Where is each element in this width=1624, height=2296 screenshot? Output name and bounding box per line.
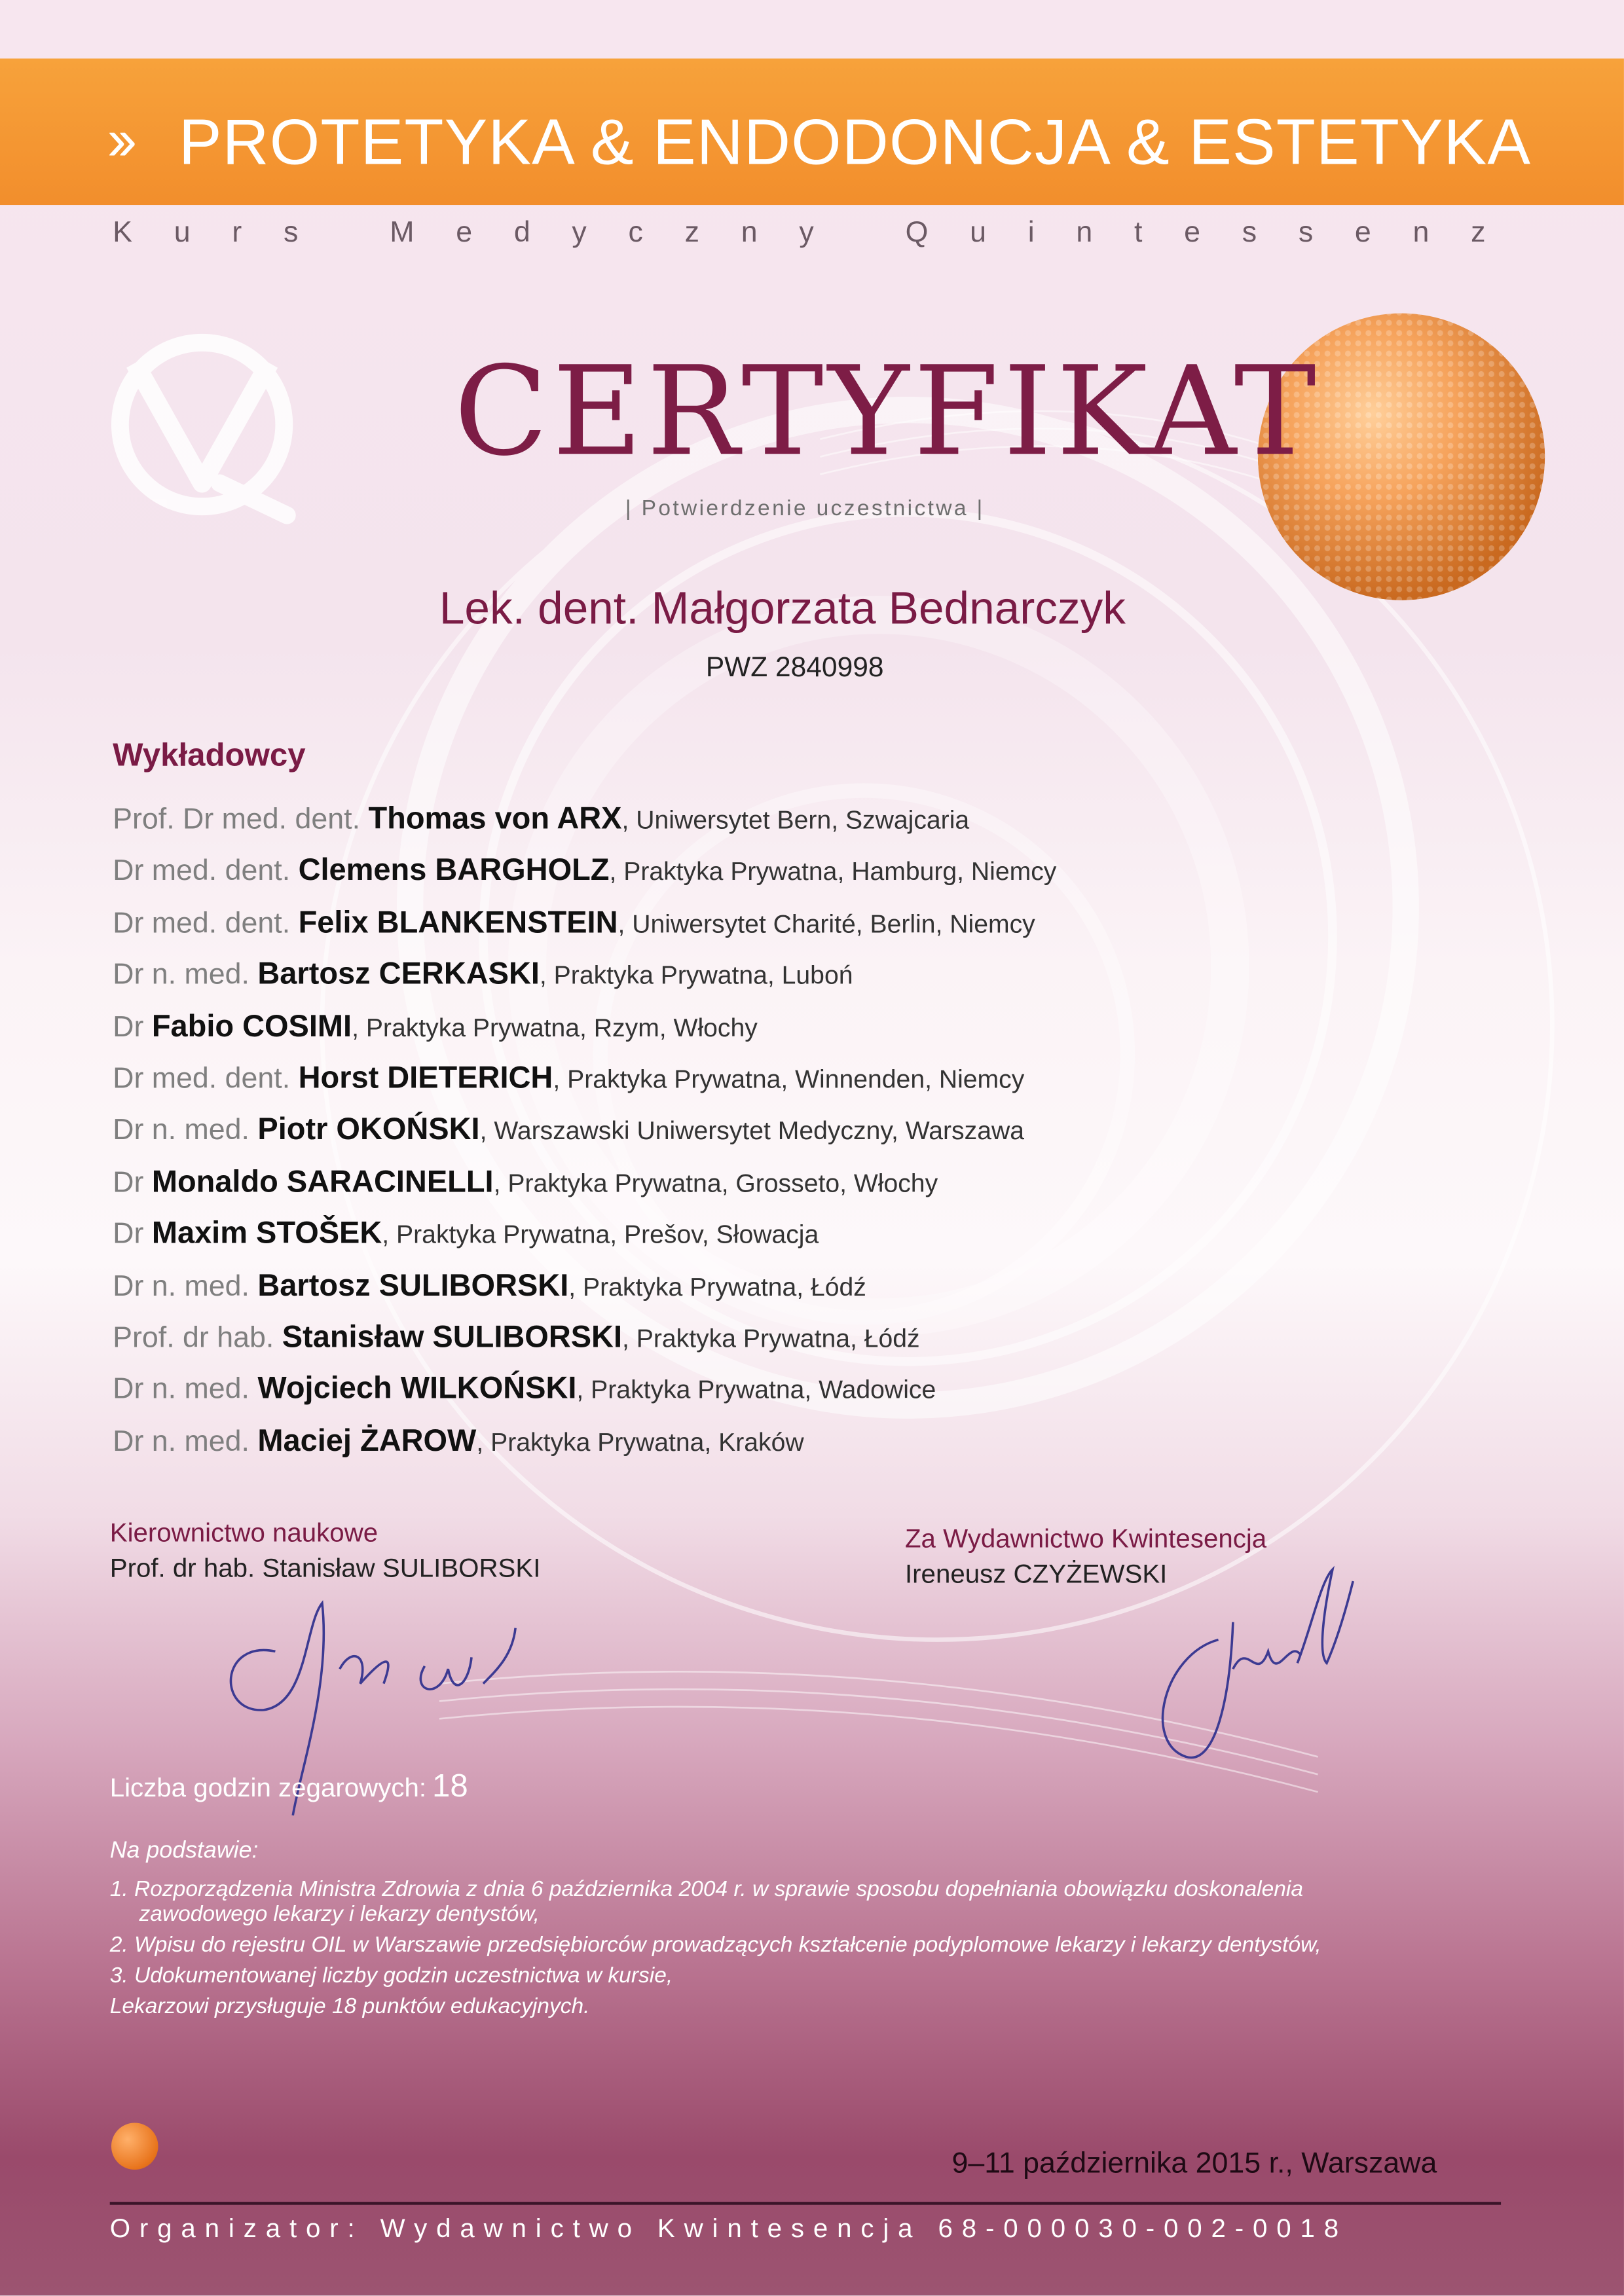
lecturer-name: Wojciech WILKOŃSKI bbox=[257, 1372, 577, 1406]
basis-item: 2. Wpisu do rejestru OIL w Warszawie przedsiębiorców prowadzących kształcenie podyplomowe lekarzy i lekarzy dentystów, bbox=[109, 1932, 1321, 1958]
basis-list bbox=[110, 1877, 1321, 2025]
signature-right bbox=[1163, 1569, 1354, 1757]
lecturer-title: Dr n. med. bbox=[113, 959, 249, 992]
lecturer-row bbox=[113, 1316, 1056, 1368]
lecturer-title: Dr n. med. bbox=[113, 1114, 249, 1147]
lecturer-row bbox=[113, 1419, 1056, 1471]
course-title: PROTETYKA & ENDODONCJA & ESTETYKA bbox=[178, 107, 1532, 179]
lecturer-row bbox=[113, 1161, 1056, 1212]
recipient-name: Lek. dent. Małgorzata Bednarczyk bbox=[439, 583, 1126, 634]
lecturer-affiliation: , Uniwersytet Charité, Berlin, Niemcy bbox=[618, 909, 1035, 938]
publisher-label: Za Wydawnictwo Kwintesencja bbox=[904, 1523, 1267, 1554]
chevron-right-icon: ›› bbox=[107, 108, 128, 173]
lecturer-affiliation: , Praktyka Prywatna, Łódź bbox=[622, 1323, 920, 1353]
vq-logo-icon bbox=[120, 342, 287, 515]
lecturer-title: Dr med. dent. bbox=[113, 907, 291, 940]
lecturer-affiliation: , Praktyka Prywatna, Rzym, Włochy bbox=[352, 1012, 758, 1042]
footer-divider bbox=[110, 2202, 1501, 2204]
lecturer-affiliation: , Praktyka Prywatna, Prešov, Słowacja bbox=[382, 1220, 819, 1249]
lecturer-title: Prof. Dr med. dent. bbox=[113, 803, 361, 836]
lecturer-affiliation: , Praktyka Prywatna, Hamburg, Niemcy bbox=[609, 857, 1057, 886]
organizer-line: Organizator: Wydawnictwo Kwintesencja 68-000030-002-0018 bbox=[109, 2214, 1348, 2243]
lecturer-row bbox=[113, 850, 1056, 902]
lecturer-name: Clemens BARGHOLZ bbox=[298, 854, 610, 888]
orange-dot-icon bbox=[111, 2123, 158, 2170]
lecturers-heading: Wykładowcy bbox=[113, 736, 306, 773]
lecturer-title: Dr bbox=[113, 1218, 144, 1250]
lecturer-row bbox=[113, 902, 1056, 953]
lecturer-name: Felix BLANKENSTEIN bbox=[298, 905, 618, 940]
lecturer-title: Dr bbox=[113, 1011, 144, 1044]
lecturer-row bbox=[113, 1264, 1056, 1316]
recipient-pwz: PWZ 2840998 bbox=[705, 653, 884, 684]
certificate-subtitle: | Potwierdzenie uczestnictwa | bbox=[625, 496, 985, 522]
lecturer-affiliation: , Praktyka Prywatna, Wadowice bbox=[576, 1375, 936, 1405]
lecturer-title: Dr n. med. bbox=[113, 1374, 249, 1406]
lecturer-title: Dr bbox=[113, 1166, 144, 1199]
scientific-director-label: Kierownictwo naukowe bbox=[109, 1518, 378, 1548]
lecturer-name: Horst DIETERICH bbox=[298, 1061, 553, 1095]
lecturer-affiliation: , Praktyka Prywatna, Kraków bbox=[476, 1427, 804, 1457]
date-place: 9–11 października 2015 r., Warszawa bbox=[951, 2147, 1437, 2180]
hours-value: 18 bbox=[432, 1767, 468, 1804]
lecturer-affiliation: , Warszawski Uniwersytet Medyczny, Warszawa bbox=[479, 1116, 1024, 1146]
lecturer-name: Bartosz CERKASKI bbox=[257, 957, 540, 992]
lecturer-name: Maxim STOŠEK bbox=[151, 1216, 382, 1250]
lecturer-row bbox=[113, 1005, 1056, 1057]
publisher-name: Ireneusz CZYŻEWSKI bbox=[904, 1559, 1168, 1589]
lecturer-row bbox=[113, 798, 1056, 850]
lecturer-row bbox=[113, 1368, 1056, 1419]
lecturer-affiliation: , Uniwersytet Bern, Szwajcaria bbox=[621, 805, 970, 835]
basis-item: 1. Rozporządzenia Ministra Zdrowia z dnia 6 października 2004 r. w sprawie sposobu dopełniania obowiązku doskonalenia bbox=[109, 1876, 1304, 1902]
lecturer-row bbox=[113, 1057, 1056, 1108]
lecturer-row bbox=[113, 1109, 1056, 1161]
lecturer-affiliation: , Praktyka Prywatna, Łódź bbox=[568, 1271, 866, 1301]
lecturers-list bbox=[113, 798, 1056, 1472]
lecturer-title: Dr med. dent. bbox=[113, 855, 291, 888]
basis-heading: Na podstawie: bbox=[109, 1838, 259, 1864]
lecturer-name: Maciej ŻAROW bbox=[257, 1424, 477, 1458]
lecturer-name: Thomas von ARX bbox=[368, 802, 622, 836]
lecturer-affiliation: , Praktyka Prywatna, Luboń bbox=[539, 960, 853, 991]
lecturer-title: Dr med. dent. bbox=[113, 1063, 291, 1095]
scientific-director-name: Prof. dr hab. Stanisław SULIBORSKI bbox=[109, 1553, 541, 1583]
basis-closing: Lekarzowi przysługuje 18 punktów edukacyjnych. bbox=[109, 1994, 590, 2019]
certificate-title: CERTYFIKAT bbox=[454, 339, 1321, 483]
lecturer-name: Bartosz SULIBORSKI bbox=[257, 1268, 569, 1303]
hours-line bbox=[110, 1767, 468, 1805]
lecturer-title: Dr n. med. bbox=[113, 1269, 249, 1303]
lecturer-name: Stanisław SULIBORSKI bbox=[282, 1320, 623, 1355]
lecturer-title: Prof. dr hab. bbox=[113, 1322, 274, 1355]
lecturer-name: Fabio COSIMI bbox=[151, 1009, 352, 1044]
basis-item: 3. Udokumentowanej liczby godzin uczestnictwa w kursie, bbox=[109, 1963, 673, 1988]
lecturer-row bbox=[113, 1212, 1056, 1264]
lecturer-affiliation: , Praktyka Prywatna, Winnenden, Niemcy bbox=[553, 1064, 1025, 1094]
lecturer-name: Piotr OKOŃSKI bbox=[257, 1113, 480, 1147]
lecturer-name: Monaldo SARACINELLI bbox=[151, 1165, 494, 1199]
basis-item: zawodowego lekarzy i lekarzy dentystów, bbox=[139, 1901, 540, 1927]
course-subtitle: Kurs Medyczny Quintessenz bbox=[113, 216, 1528, 249]
hours-label: Liczba godzin zegarowych: bbox=[109, 1773, 427, 1802]
lecturer-affiliation: , Praktyka Prywatna, Grosseto, Włochy bbox=[493, 1167, 938, 1197]
lecturer-row bbox=[113, 953, 1056, 1005]
lecturer-title: Dr n. med. bbox=[113, 1425, 249, 1458]
